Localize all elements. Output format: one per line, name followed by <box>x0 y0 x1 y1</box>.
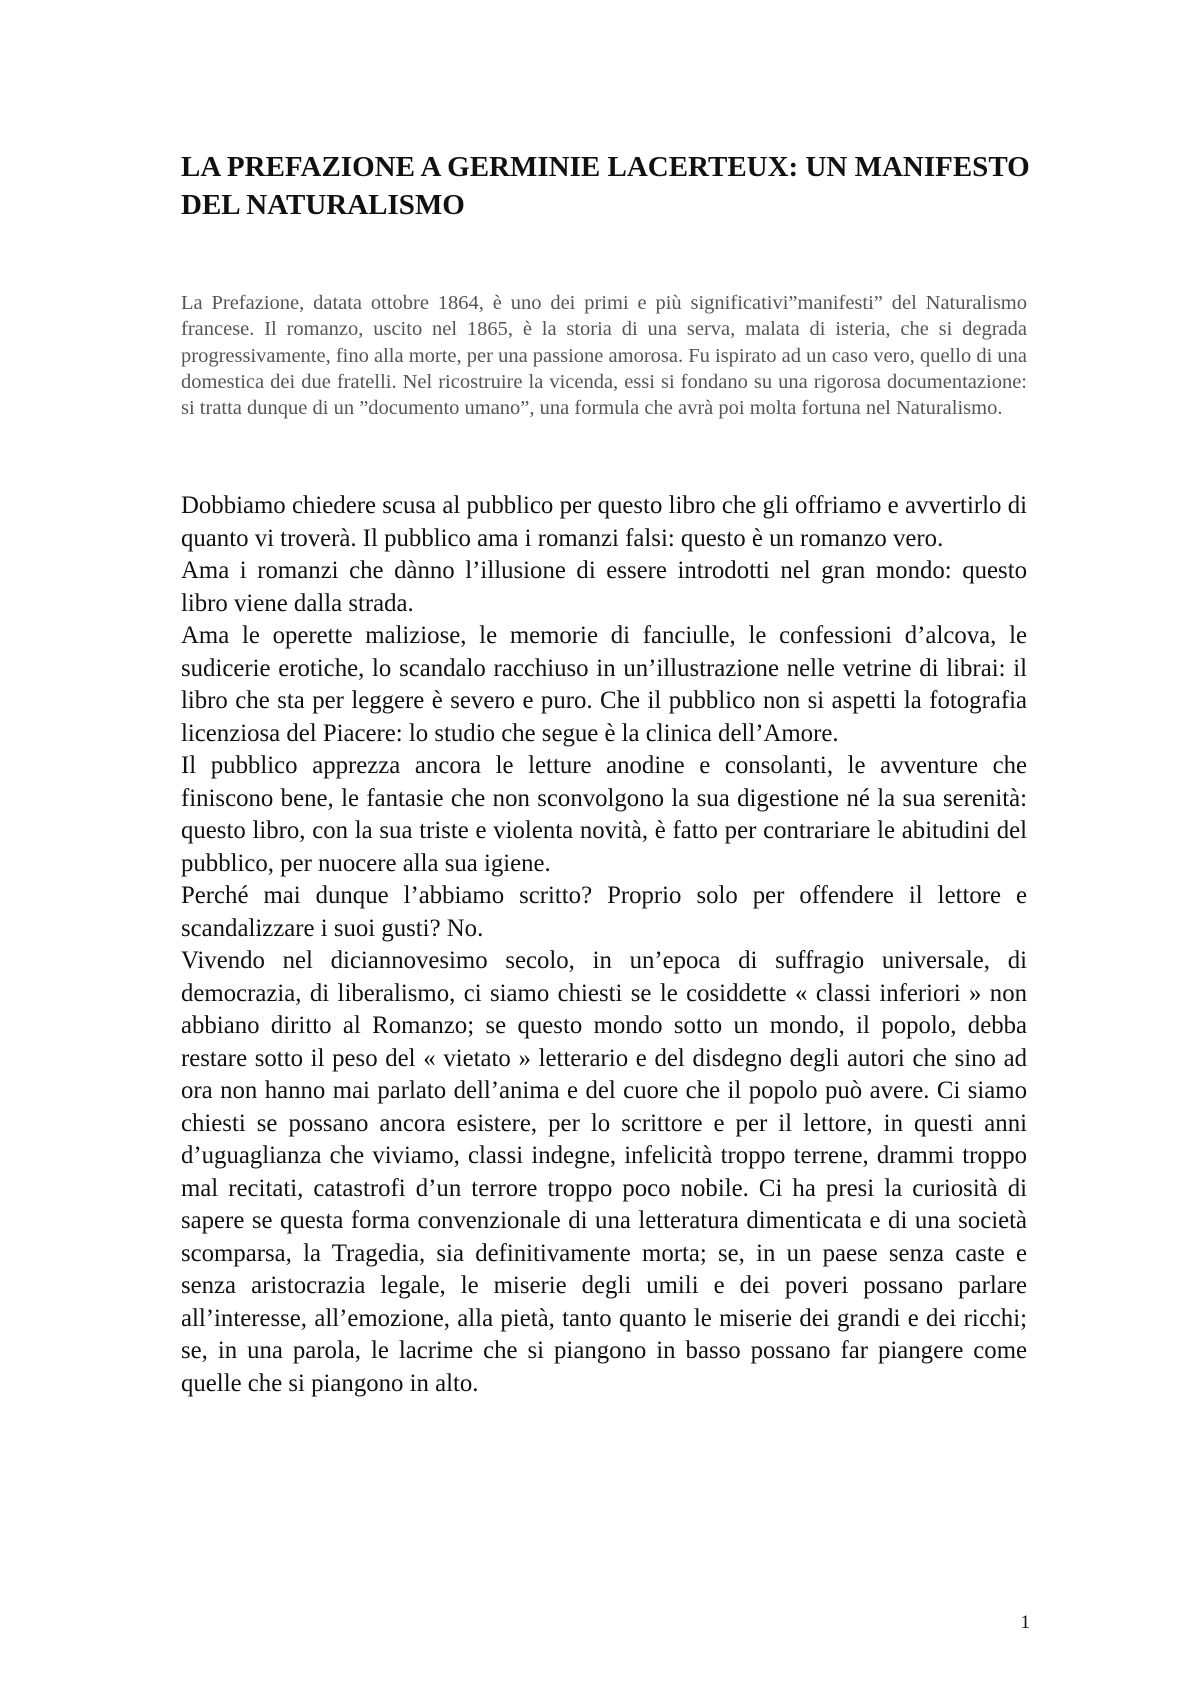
intro-paragraph: La Prefazione, datata ottobre 1864, è uno dei primi e più significativi”manifesti” del Naturalismo francese. Il romanzo, uscito nel 1865, è la storia di una serva, malata di isteria, che si degrada progressivamente, fino alla morte, per una passione amorosa. Fu ispirato ad un caso vero, quello di una domestica dei due fratelli. Nel ricostruire la vicenda, essi si fondano su una rigorosa documentazione: si tratta dunque di un ”documento umano”, una formula che avrà poi molta fortuna nel Naturalismo. <box>181 292 1027 420</box>
page-number: 1 <box>1020 1612 1030 1633</box>
body-paragraph: Vivendo nel diciannovesimo secolo, in un’epoca di suffragio universale, di democrazia, di liberalismo, ci siamo chiesti se le cosiddette « classi inferiori » non abbiano diritto al Romanzo; se questo mondo sotto un mondo, il popolo, debba restare sotto il peso del « vietato » letterario e del disdegno degli autori che sino ad ora non hanno mai parlato dell’anima e del cuore che il popolo può avere. Ci siamo chiesti se possano ancora esistere, per lo scrittore e per il lettore, in questi anni d’uguaglianza che viviamo, classi indegne, infelicità troppo terrene, drammi troppo mal recitati, catastrofi d’un terrore troppo poco nobile. Ci ha presi la curiosità di sapere se questa forma convenzionale di una letteratura dimenticata e di una società scomparsa, la Tragedia, sia definitivamente morta; se, in un paese senza caste e senza aristocrazia legale, le miserie degli umili e dei poveri possano parlare all’interesse, all’emozione, alla pietà, tanto quanto le miserie dei grandi e dei ricchi; se, in una parola, le lacrime che si piangono in basso possano far piangere come quelle che si piangono in alto. <box>181 947 1027 1397</box>
body-paragraph: Perché mai dunque l’abbiamo scritto? Proprio solo per offendere il lettore e scandalizzare i suoi gusti? No. <box>181 882 1027 942</box>
body-paragraph: Il pubblico apprezza ancora le letture anodine e consolanti, le avventure che finiscono bene, le fantasie che non sconvolgono la sua digestione né la sua serenità: questo libro, con la sua triste e violenta novità, è fatto per contrariare le abitudini del pubblico, per nuocere alla sua igiene. <box>181 752 1027 877</box>
document-title: LA PREFAZIONE A GERMINIE LACERTEUX: UN MANIFESTO DEL NATURALISMO <box>181 151 1030 221</box>
body-paragraph: Ama i romanzi che dànno l’illusione di essere introdotti nel gran mondo: questo libro viene dalla strada. <box>181 557 1027 617</box>
body-text <box>181 490 1027 1400</box>
body-paragraph: Dobbiamo chiedere scusa al pubblico per questo libro che gli offriamo e avvertirlo di quanto vi troverà. Il pubblico ama i romanzi falsi: questo è un romanzo vero. <box>181 492 1027 552</box>
body-paragraph: Ama le operette maliziose, le memorie di fanciulle, le confessioni d’alcova, le sudicerie erotiche, lo scandalo racchiuso in un’illustrazione nelle vetrine di librai: il libro che sta per leggere è severo e puro. Che il pubblico non si aspetti la fotografia licenziosa del Piacere: lo studio che segue è la clinica dell’Amore. <box>181 622 1027 747</box>
